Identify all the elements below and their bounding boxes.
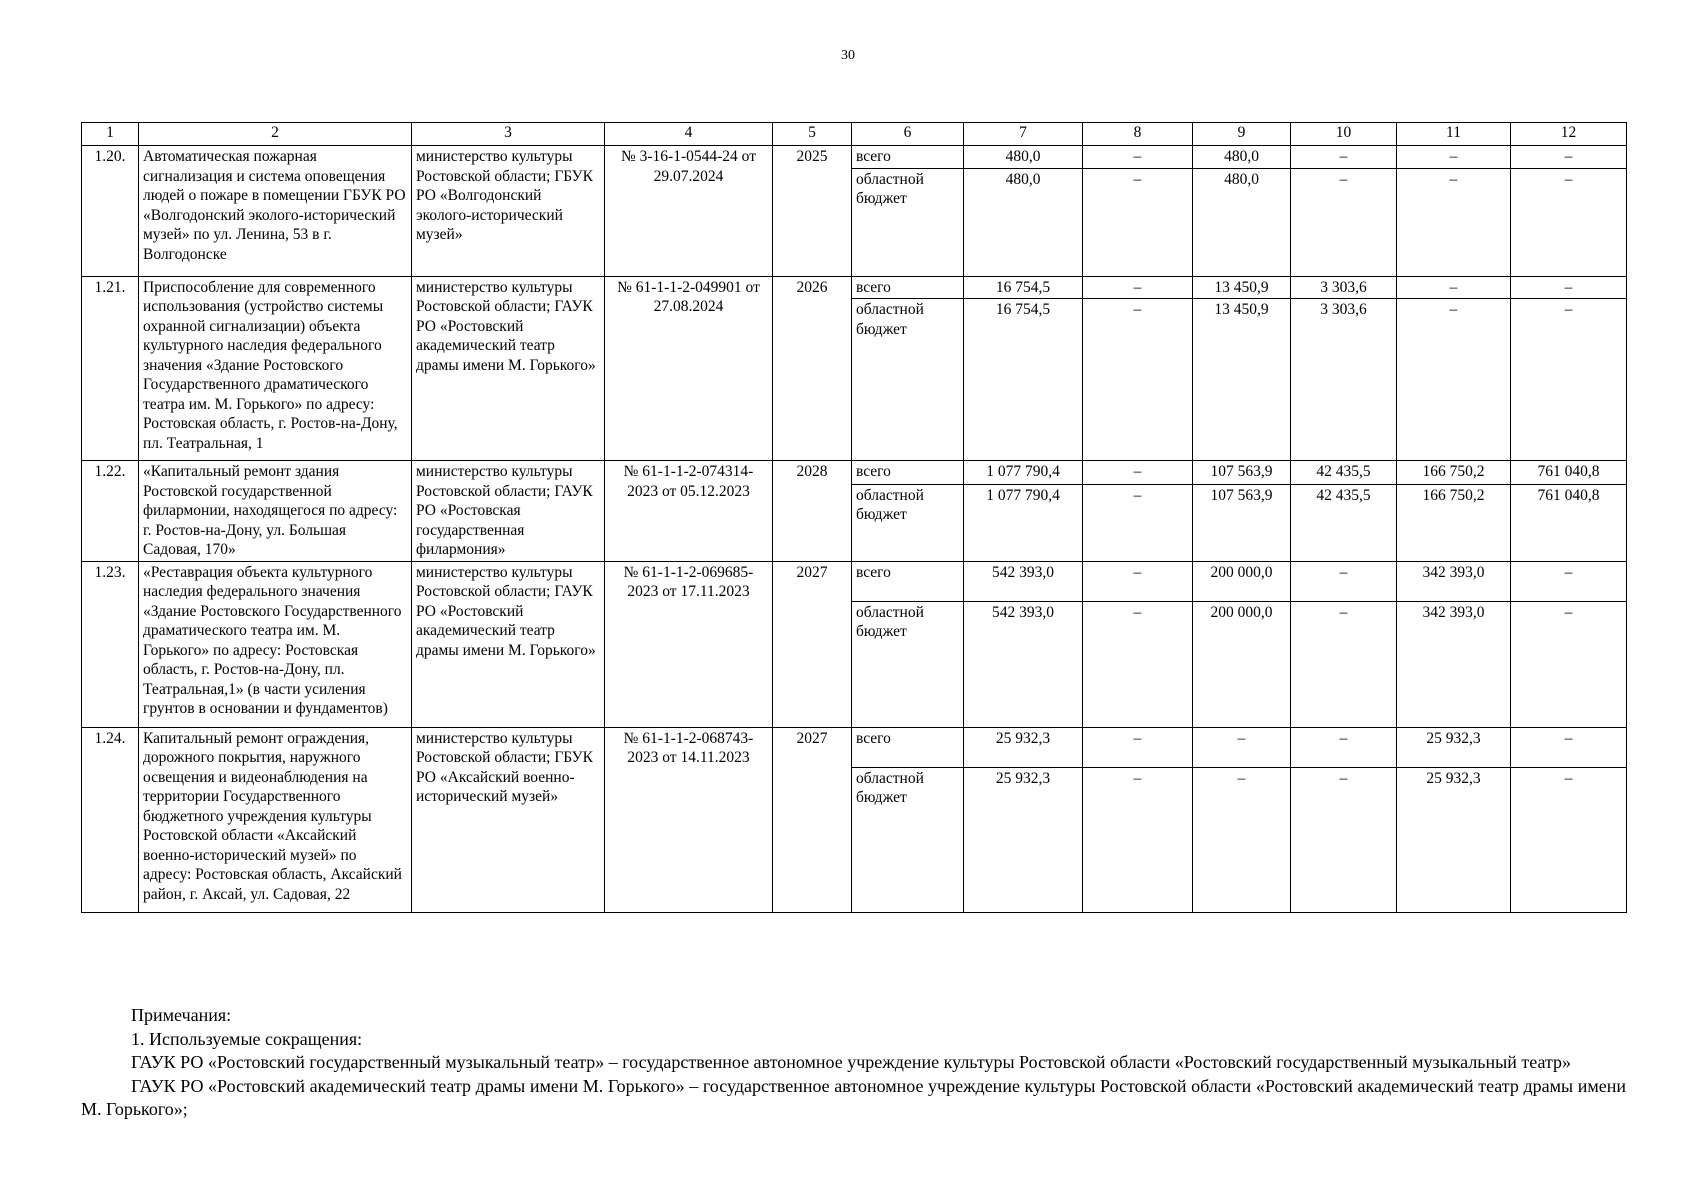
column-header: 7 <box>964 123 1083 146</box>
amount-cell: – <box>1083 168 1193 276</box>
document-cell: № 61-1-1-2-074314-2023 от 05.12.2023 <box>605 461 773 562</box>
executor-cell: министерство культуры Ростовской области; ГАУК РО «Ростовский академический театр драмы имени М. Горького» <box>412 276 605 461</box>
event-name-cell: Капитальный ремонт ограждения, дорожного покрытия, наружного освещения и видеонаблюдения на территории Государственного бюджетного учреждения культуры Ростовской области «Аксайский военно-исторический музей» по адресу: Ростовская область, Аксайский район, г. Аксай, ул. Садовая, 22 <box>139 727 412 912</box>
notes-title: Примечания: <box>131 1005 232 1025</box>
row-number-cell: 1.24. <box>82 727 139 912</box>
amount-cell: 13 450,9 <box>1193 299 1291 461</box>
amount-cell: 342 393,0 <box>1397 561 1511 601</box>
amount-cell: – <box>1511 727 1627 767</box>
executor-cell: министерство культуры Ростовской области; ГБУК РО «Аксайский военно-исторический музей» <box>412 727 605 912</box>
document-cell: № 61-1-1-2-069685-2023 от 17.11.2023 <box>605 561 773 727</box>
funding-source-cell: областной бюджет <box>852 299 964 461</box>
event-name-cell: «Реставрация объекта культурного наследия федерального значения «Здание Ростовского Государственного драматического театра им. М. Горького» по адресу: Ростовская область, г. Ростов-на-Дону, пл. Театральная,1» (в части усиления грунтов в основании и фундаментов) <box>139 561 412 727</box>
column-header: 11 <box>1397 123 1511 146</box>
funding-source-cell: областной бюджет <box>852 484 964 561</box>
amount-cell: 342 393,0 <box>1397 601 1511 727</box>
amount-cell: – <box>1511 299 1627 461</box>
column-header: 5 <box>773 123 852 146</box>
amount-cell: – <box>1397 276 1511 299</box>
year-cell: 2026 <box>773 276 852 461</box>
amount-cell: 3 303,6 <box>1291 276 1397 299</box>
amount-cell: 480,0 <box>964 146 1083 169</box>
event-name-cell: Приспособление для современного использования (устройство системы охранной сигнализации) объекта культурного наследия федерального значения «Здание Ростовского Государственного драматического театра им. М. Горького» по адресу: Ростовская область, г. Ростов-на-Дону, пл. Театральная, 1 <box>139 276 412 461</box>
amount-cell: – <box>1083 484 1193 561</box>
table-row <box>82 276 1627 299</box>
amount-cell: 25 932,3 <box>964 767 1083 912</box>
column-header: 3 <box>412 123 605 146</box>
column-header: 12 <box>1511 123 1627 146</box>
notes-section <box>81 1004 1626 1122</box>
column-header: 9 <box>1193 123 1291 146</box>
amount-cell: 480,0 <box>1193 168 1291 276</box>
amount-cell: – <box>1291 146 1397 169</box>
executor-cell: министерство культуры Ростовской области; ГАУК РО «Ростовская государственная филармония» <box>412 461 605 562</box>
amount-cell: 761 040,8 <box>1511 484 1627 561</box>
amount-cell: 42 435,5 <box>1291 484 1397 561</box>
amount-cell: 1 077 790,4 <box>964 484 1083 561</box>
row-number-cell: 1.20. <box>82 146 139 277</box>
table-row <box>82 146 1627 169</box>
amount-cell: – <box>1511 276 1627 299</box>
amount-cell: 166 750,2 <box>1397 484 1511 561</box>
row-number-cell: 1.21. <box>82 276 139 461</box>
document-cell: № 3-16-1-0544-24 от 29.07.2024 <box>605 146 773 277</box>
amount-cell: – <box>1511 561 1627 601</box>
funding-source-cell: областной бюджет <box>852 168 964 276</box>
document-cell: № 61-1-1-2-049901 от 27.08.2024 <box>605 276 773 461</box>
amount-cell: 25 932,3 <box>1397 727 1511 767</box>
executor-cell: министерство культуры Ростовской области; ГАУК РО «Ростовский академический театр драмы имени М. Горького» <box>412 561 605 727</box>
amount-cell: 761 040,8 <box>1511 461 1627 485</box>
amount-cell: 25 932,3 <box>1397 767 1511 912</box>
amount-cell: 166 750,2 <box>1397 461 1511 485</box>
funding-source-cell: всего <box>852 461 964 485</box>
event-name-cell: Автоматическая пожарная сигнализация и система оповещения людей о пожаре в помещении ГБУК РО «Волгодонский эколого-исторический музей» по ул. Ленина, 53 в г. Волгодонске <box>139 146 412 277</box>
amount-cell: 200 000,0 <box>1193 561 1291 601</box>
year-cell: 2028 <box>773 461 852 562</box>
amount-cell: – <box>1083 276 1193 299</box>
amount-cell: – <box>1511 767 1627 912</box>
amount-cell: – <box>1291 168 1397 276</box>
year-cell: 2025 <box>773 146 852 277</box>
table-row <box>82 727 1627 767</box>
amount-cell: – <box>1291 767 1397 912</box>
row-number-cell: 1.23. <box>82 561 139 727</box>
amount-cell: 480,0 <box>1193 146 1291 169</box>
amount-cell: – <box>1511 601 1627 727</box>
abbreviation-1: ГАУК РО «Ростовский государственный музыкальный театр» – государственное автономное учреждение культуры Ростовской области «Ростовский государственный музыкальный театр» <box>131 1052 1572 1072</box>
year-cell: 2027 <box>773 727 852 912</box>
amount-cell: – <box>1397 146 1511 169</box>
amount-cell: – <box>1083 146 1193 169</box>
program-table <box>81 122 1627 913</box>
funding-source-cell: областной бюджет <box>852 767 964 912</box>
amount-cell: – <box>1511 146 1627 169</box>
amount-cell: 542 393,0 <box>964 601 1083 727</box>
amount-cell: – <box>1193 767 1291 912</box>
amount-cell: 200 000,0 <box>1193 601 1291 727</box>
funding-source-cell: всего <box>852 727 964 767</box>
table-header-row <box>82 123 1627 146</box>
amount-cell: – <box>1511 168 1627 276</box>
funding-source-cell: всего <box>852 146 964 169</box>
amount-cell: – <box>1291 601 1397 727</box>
amount-cell: – <box>1397 299 1511 461</box>
amount-cell: – <box>1397 168 1511 276</box>
column-header: 2 <box>139 123 412 146</box>
table-row <box>82 561 1627 601</box>
column-header: 4 <box>605 123 773 146</box>
amount-cell: – <box>1193 727 1291 767</box>
funding-source-cell: всего <box>852 276 964 299</box>
amount-cell: – <box>1083 601 1193 727</box>
amount-cell: – <box>1083 767 1193 912</box>
amount-cell: 107 563,9 <box>1193 461 1291 485</box>
amount-cell: 480,0 <box>964 168 1083 276</box>
funding-source-cell: всего <box>852 561 964 601</box>
document-cell: № 61-1-1-2-068743-2023 от 14.11.2023 <box>605 727 773 912</box>
amount-cell: 107 563,9 <box>1193 484 1291 561</box>
amount-cell: – <box>1083 727 1193 767</box>
event-name-cell: «Капитальный ремонт здания Ростовской государственной филармонии, находящегося по адресу: г. Ростов-на-Дону, ул. Большая Садовая, 170» <box>139 461 412 562</box>
column-header: 10 <box>1291 123 1397 146</box>
amount-cell: 13 450,9 <box>1193 276 1291 299</box>
column-header: 6 <box>852 123 964 146</box>
column-header: 8 <box>1083 123 1193 146</box>
amount-cell: – <box>1083 561 1193 601</box>
executor-cell: министерство культуры Ростовской области; ГБУК РО «Волгодонский эколого-исторический музей» <box>412 146 605 277</box>
amount-cell: 16 754,5 <box>964 276 1083 299</box>
amount-cell: 1 077 790,4 <box>964 461 1083 485</box>
row-number-cell: 1.22. <box>82 461 139 562</box>
table-row <box>82 461 1627 485</box>
notes-item-1: 1. Используемые сокращения: <box>131 1028 363 1049</box>
column-header: 1 <box>82 123 139 146</box>
amount-cell: 542 393,0 <box>964 561 1083 601</box>
amount-cell: 25 932,3 <box>964 727 1083 767</box>
abbreviation-2: ГАУК РО «Ростовский академический театр драмы имени М. Горького» – государственное автономное учреждение культуры Ростовской области «Ростовский академический театр драмы имени М. Горького»; <box>81 1075 1626 1119</box>
amount-cell: – <box>1291 727 1397 767</box>
page-number: 30 <box>841 48 855 63</box>
amount-cell: – <box>1083 461 1193 485</box>
year-cell: 2027 <box>773 561 852 727</box>
amount-cell: 3 303,6 <box>1291 299 1397 461</box>
funding-source-cell: областной бюджет <box>852 601 964 727</box>
amount-cell: – <box>1083 299 1193 461</box>
amount-cell: 42 435,5 <box>1291 461 1397 485</box>
amount-cell: – <box>1291 561 1397 601</box>
amount-cell: 16 754,5 <box>964 299 1083 461</box>
